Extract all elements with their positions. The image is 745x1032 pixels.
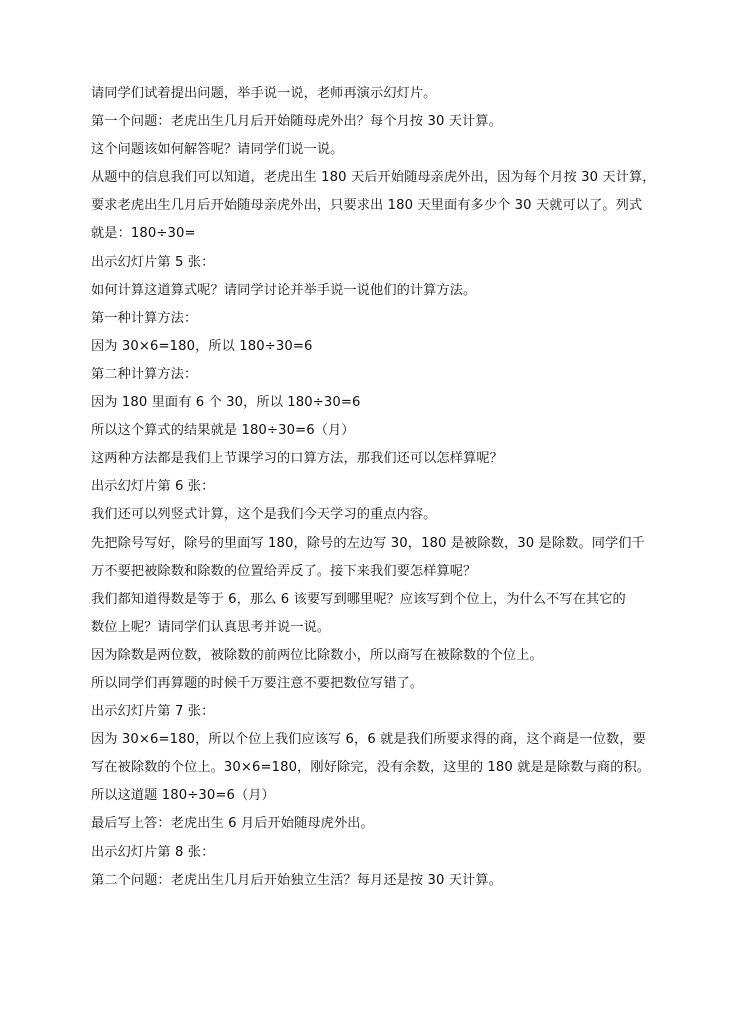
paragraph-line: 所以这个算式的结果就是 180÷30=6（月） [91, 423, 355, 439]
paragraph-line: 出示幻灯片第 5 张： [91, 254, 215, 270]
paragraph-line: 从题中的信息我们可以知道，老虎出生 180 天后开始随母亲虎外出，因为每个月按 30 天计算， [91, 170, 656, 186]
document-body [91, 80, 661, 895]
paragraph-line: 因为 180 里面有 6 个 30，所以 180÷30=6 [91, 395, 361, 411]
paragraph-line: 我们都知道得数是等于 6，那么 6 该要写到哪里呢？应该写到个位上，为什么不写在其它的 [91, 591, 626, 607]
paragraph-line: 所以这道题 180÷30=6（月） [91, 788, 275, 804]
paragraph-line: 第二个问题：老虎出生几月后开始独立生活？每月还是按 30 天计算。 [91, 872, 502, 888]
paragraph-line: 出示幻灯片第 7 张： [91, 704, 215, 720]
paragraph-line: 出示幻灯片第 8 张： [91, 844, 215, 860]
paragraph-line: 因为 30×6=180，所以 180÷30=6 [91, 338, 313, 354]
paragraph-line: 就是：180÷30= [91, 226, 196, 242]
paragraph-line: 这个问题该如何解答呢？请同学们说一说。 [91, 142, 344, 158]
paragraph-line: 如何计算这道算式呢？请同学讨论并举手说一说他们的计算方法。 [91, 282, 477, 298]
paragraph-line: 写在被除数的个位上。30×6=180，刚好除完，没有余数，这里的 180 就是是除数与商的积。 [91, 760, 651, 776]
paragraph-line: 我们还可以列竖式计算，这个是我们今天学习的重点内容。 [91, 507, 437, 523]
paragraph-line: 因为 30×6=180，所以个位上我们应该写 6，6 就是我们所要求得的商，这个商是一位数，要 [91, 732, 646, 748]
paragraph-line: 所以同学们再算题的时候千万要注意不要把数位写错了。 [91, 675, 424, 691]
paragraph-line: 第一个问题：老虎出生几月后开始随母虎外出？每个月按 30 天计算。 [91, 114, 502, 130]
paragraph-line: 万不要把被除数和除数的位置给弄反了。接下来我们要怎样算呢？ [91, 563, 477, 579]
paragraph-line: 第二种计算方法： [91, 366, 198, 382]
paragraph-line: 先把除号写好，除号的里面写 180，除号的左边写 30，180 是被除数，30 是除数。同学们千 [91, 535, 645, 551]
paragraph-line: 出示幻灯片第 6 张： [91, 479, 215, 495]
paragraph-line: 要求老虎出生几月后开始随母亲虎外出，只要求出 180 天里面有多少个 30 天就可以了。列式 [91, 198, 643, 214]
paragraph-line: 这两种方法都是我们上节课学习的口算方法，那我们还可以怎样算呢？ [91, 451, 503, 467]
paragraph-line: 请同学们试着提出问题，举手说一说，老师再演示幻灯片。 [91, 86, 437, 101]
paragraph-line: 第一种计算方法： [91, 310, 198, 326]
paragraph-line: 最后写上答：老虎出生 6 月后开始随母虎外出。 [91, 816, 374, 832]
paragraph-line: 数位上呢？请同学们认真思考并说一说。 [91, 619, 331, 635]
paragraph-line: 因为除数是两位数，被除数的前两位比除数小，所以商写在被除数的个位上。 [91, 647, 543, 663]
